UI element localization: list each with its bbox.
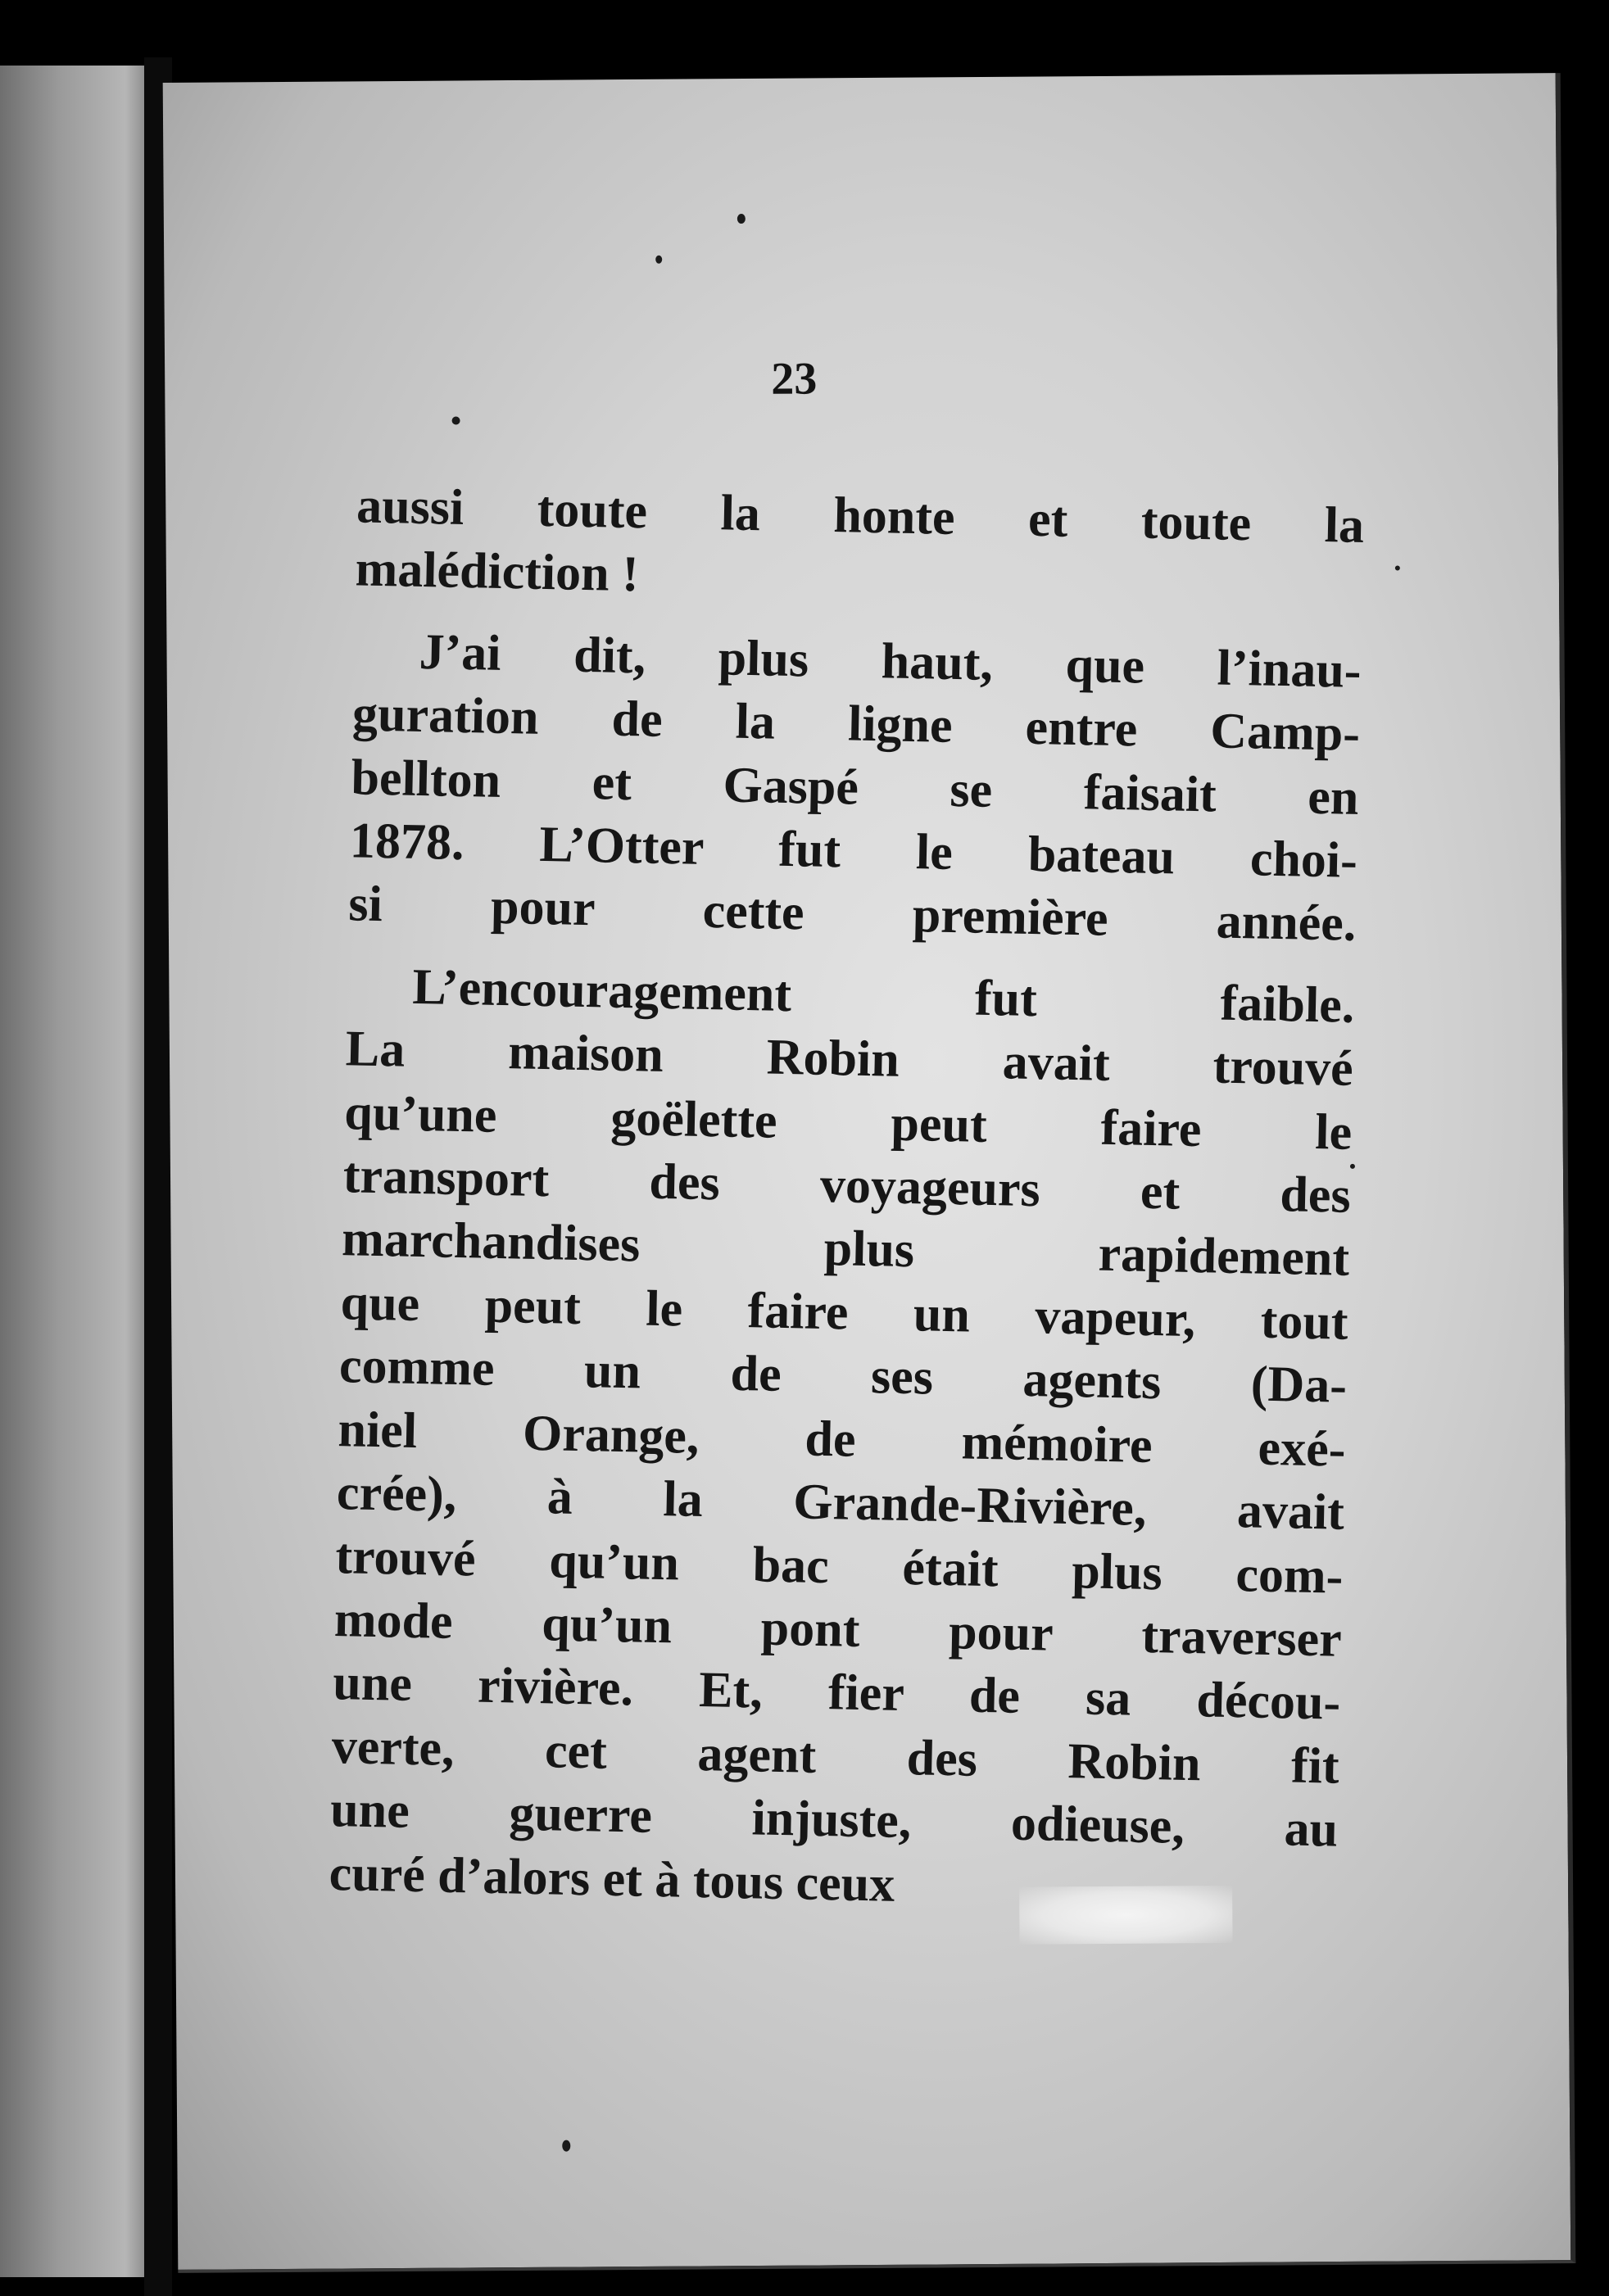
- text-line: malédiction !: [355, 541, 640, 603]
- paragraph: [348, 619, 1362, 957]
- text-line: si pour cette première année.: [347, 876, 1357, 953]
- ink-speck: [452, 416, 460, 424]
- text-line: mode qu’un pont pour traverser: [333, 1591, 1343, 1668]
- page-number: 23: [771, 353, 818, 405]
- text-line: marchandises plus rapidement: [341, 1211, 1350, 1288]
- text-line: comme un de ses agents (Da-: [338, 1338, 1348, 1415]
- text-line: trouvé qu’un bac était plus com-: [334, 1528, 1344, 1605]
- ink-speck: [655, 256, 662, 264]
- text-line: aussi toute la honte et toute la: [356, 478, 1365, 555]
- ink-speck: [737, 214, 746, 224]
- text-line: bellton et Gaspé se faisait en: [350, 749, 1360, 826]
- paragraph: [355, 474, 1365, 621]
- text-line: guration de la ligne entre Camp-: [351, 686, 1361, 763]
- text-line: niel Orange, de mémoire exé-: [337, 1401, 1347, 1478]
- body-text: [329, 474, 1365, 1925]
- adjacent-page-edge: [0, 66, 147, 2277]
- text-line: J’ai dit, plus haut, que l’inau-: [419, 623, 1362, 699]
- text-line: que peut le faire un vapeur, tout: [340, 1275, 1349, 1351]
- text-line: transport des voyageurs et des: [342, 1148, 1352, 1224]
- text-line: La maison Robin avait trouvé: [345, 1021, 1354, 1098]
- text-line: une rivière. Et, fier de sa décou-: [332, 1655, 1341, 1732]
- paragraph: [329, 954, 1355, 1926]
- text-line: qu’une goëlette peut faire le: [343, 1084, 1353, 1161]
- text-line: une guerre injuste, odieuse, au: [329, 1782, 1339, 1858]
- paper-blot: [1019, 1886, 1232, 1945]
- book-page: [163, 73, 1576, 2273]
- ink-speck: [562, 2140, 570, 2152]
- text-line: verte, cet agent des Robin fit: [331, 1718, 1340, 1795]
- ink-speck: [1395, 565, 1400, 570]
- text-line: 1878. L’Otter fut le bateau choi-: [349, 813, 1358, 889]
- text-line: L’encouragement fut faible.: [411, 958, 1355, 1034]
- text-line: crée), à la Grande-Rivière, avait: [336, 1465, 1345, 1541]
- text-line: curé d’alors et à tous ceux: [329, 1845, 895, 1913]
